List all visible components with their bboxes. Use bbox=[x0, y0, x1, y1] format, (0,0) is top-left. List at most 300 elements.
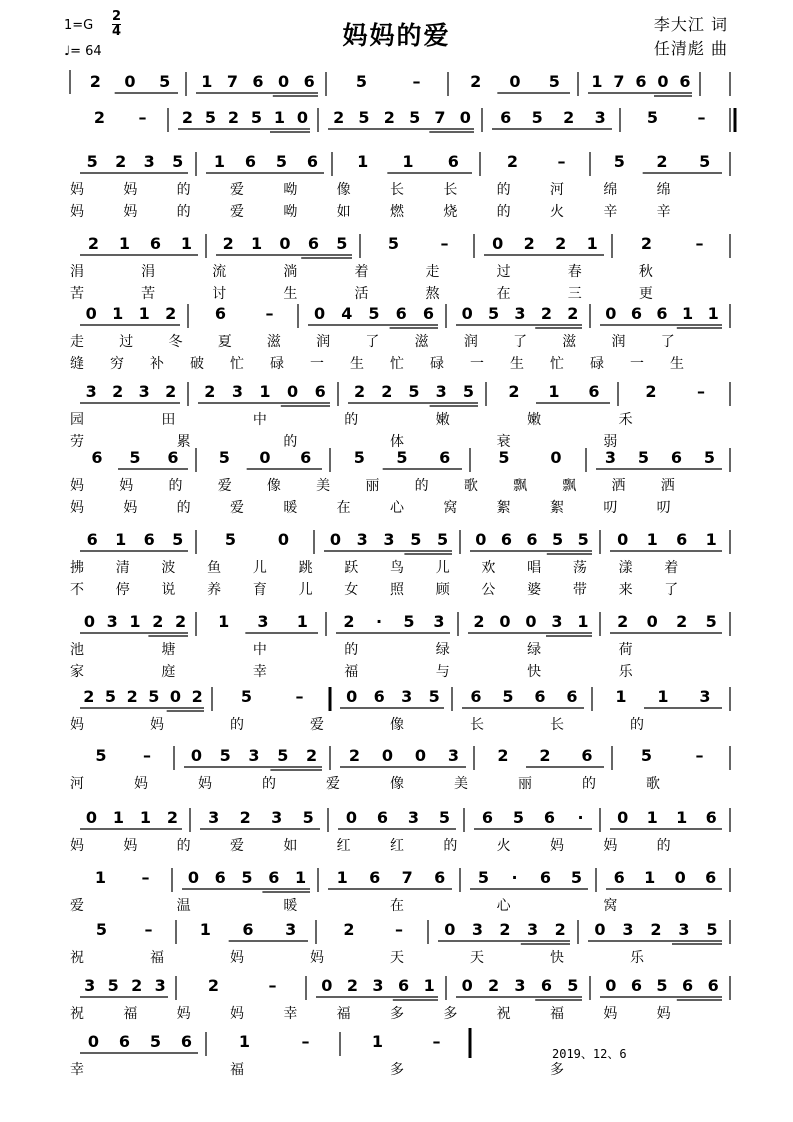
note: 2 bbox=[126, 687, 138, 706]
note: 3 bbox=[514, 304, 526, 323]
note: 3 bbox=[678, 920, 690, 939]
note: 5 bbox=[387, 234, 400, 253]
note: 2 bbox=[204, 382, 216, 401]
note: 6 bbox=[635, 72, 647, 91]
note: 0 bbox=[657, 72, 669, 91]
note: 2 bbox=[115, 152, 127, 171]
note: 0 bbox=[169, 687, 182, 706]
note: 6 bbox=[149, 234, 162, 253]
note: 1 bbox=[357, 152, 369, 171]
note: 7 bbox=[401, 868, 413, 887]
note: 5 bbox=[353, 448, 365, 467]
note: 1 bbox=[548, 382, 560, 401]
lyric-line: 妈妈的爱像长长的 bbox=[70, 717, 710, 733]
lyric-line: 妈妈的爱呦像长长的河绵绵 bbox=[70, 182, 710, 198]
note: 6 bbox=[167, 448, 179, 467]
note: 6 bbox=[314, 382, 326, 401]
note: 3 bbox=[699, 687, 711, 706]
note: 6 bbox=[676, 530, 688, 549]
note: 2 bbox=[539, 746, 551, 765]
note: 5 bbox=[355, 72, 368, 91]
note: 0 bbox=[124, 72, 136, 91]
note: 1 bbox=[646, 808, 658, 827]
note: 3 bbox=[433, 612, 445, 631]
note: 3 bbox=[604, 448, 617, 467]
note: 6 bbox=[656, 304, 668, 323]
date-stamp: 2019、12、6 bbox=[552, 1047, 627, 1061]
note: 5 bbox=[567, 976, 579, 995]
note: 5 bbox=[548, 72, 560, 91]
note: 5 bbox=[637, 448, 650, 467]
lyric-line: 走过冬夏滋润了滋润了滋润了 bbox=[70, 334, 710, 350]
note: 3 bbox=[447, 746, 460, 765]
note: 5 bbox=[570, 868, 583, 887]
note: 6 bbox=[682, 976, 694, 995]
key-signature: 1=G bbox=[64, 18, 94, 33]
note: 6 bbox=[526, 530, 538, 549]
note: 1 bbox=[259, 382, 271, 401]
note: 2 bbox=[540, 304, 552, 323]
note: 5 bbox=[577, 530, 589, 549]
note: 1 bbox=[199, 920, 211, 939]
note: 1 bbox=[336, 868, 348, 887]
note: – bbox=[432, 1032, 441, 1051]
note: 0 bbox=[259, 448, 271, 467]
note: · bbox=[511, 868, 518, 887]
lyric-line: 拂清波鱼儿跳跃鸟儿欢唱荡漾着 bbox=[70, 560, 710, 576]
note: 3 bbox=[285, 920, 297, 939]
note: 5 bbox=[358, 108, 370, 127]
note: 5 bbox=[705, 612, 717, 631]
note: 5 bbox=[437, 530, 449, 549]
note: 2 bbox=[166, 808, 179, 827]
lyric-line: 爱温暖在心窝 bbox=[70, 898, 710, 914]
note: 0 bbox=[314, 304, 326, 323]
note: 1 bbox=[591, 72, 603, 91]
note: 2 bbox=[676, 612, 688, 631]
note: 2 bbox=[227, 108, 240, 127]
note: 0 bbox=[499, 612, 511, 631]
note: 3 bbox=[622, 920, 634, 939]
note: 3 bbox=[106, 612, 118, 631]
note: 6 bbox=[303, 72, 315, 91]
note: – bbox=[268, 976, 277, 995]
note: 2 bbox=[306, 746, 318, 765]
note: 1 bbox=[129, 612, 141, 631]
note: 2 bbox=[640, 234, 653, 253]
note: 5 bbox=[477, 868, 490, 887]
note: 2 bbox=[346, 976, 358, 995]
note: 2 bbox=[554, 920, 566, 939]
note: 1 bbox=[577, 612, 589, 631]
note: 2 bbox=[112, 382, 124, 401]
note: 2 bbox=[175, 612, 187, 631]
note: 1 bbox=[251, 234, 263, 253]
note: 6 bbox=[252, 72, 264, 91]
note: 0 bbox=[190, 746, 202, 765]
note: 2 bbox=[488, 976, 500, 995]
note: 6 bbox=[306, 152, 319, 171]
note: 5 bbox=[104, 687, 117, 706]
note: 0 bbox=[461, 304, 473, 323]
note: 6 bbox=[434, 868, 446, 887]
note: 5 bbox=[149, 1032, 162, 1051]
note: 5 bbox=[498, 448, 510, 467]
note: 3 bbox=[84, 976, 96, 995]
note: 5 bbox=[502, 687, 514, 706]
note: 6 bbox=[613, 868, 625, 887]
note: 5 bbox=[172, 530, 184, 549]
note: 4 bbox=[341, 304, 353, 323]
note: 2 bbox=[165, 382, 177, 401]
note: 6 bbox=[244, 152, 257, 171]
composer-credit: 任清彪 曲 bbox=[653, 39, 728, 58]
note: 6 bbox=[214, 304, 227, 323]
note: 6 bbox=[679, 72, 691, 91]
note: 6 bbox=[707, 976, 719, 995]
note: 2 bbox=[508, 382, 520, 401]
note: 1 bbox=[139, 808, 152, 827]
note: 3 bbox=[407, 808, 420, 827]
lyric-line: 家庭幸福与快乐 bbox=[70, 664, 710, 680]
time-signature bbox=[112, 10, 121, 39]
note: 6 bbox=[422, 304, 434, 323]
lyric-line: 缝穷补破忙碌一生忙碌一生忙碌一生 bbox=[70, 356, 710, 372]
note: 2 bbox=[656, 152, 668, 171]
time-signature-top: 2 bbox=[112, 9, 122, 24]
note: 5 bbox=[148, 687, 160, 706]
note: 1 bbox=[586, 234, 598, 253]
lyric-line: 园田中的嫩嫩禾 bbox=[70, 412, 710, 428]
note: 0 bbox=[594, 920, 606, 939]
note: 7 bbox=[226, 72, 238, 91]
note: 6 bbox=[670, 448, 683, 467]
note: – bbox=[395, 920, 403, 939]
note: 5 bbox=[656, 976, 668, 995]
note: – bbox=[695, 746, 704, 765]
note: 2 bbox=[523, 234, 535, 253]
note: – bbox=[144, 920, 153, 939]
note: 0 bbox=[461, 976, 473, 995]
note: 1 bbox=[112, 808, 125, 827]
note: – bbox=[412, 72, 421, 91]
note: 3 bbox=[372, 976, 384, 995]
note: 6 bbox=[705, 808, 717, 827]
lyric-line: 不停说养育儿女照顾公婆带来了 bbox=[70, 582, 710, 598]
note: 2 bbox=[617, 612, 629, 631]
lyric-line: 妈妈的爱暖在心窝絮絮叨叨 bbox=[70, 500, 710, 516]
note: – bbox=[695, 234, 704, 253]
note: 0 bbox=[475, 530, 487, 549]
note: 1 bbox=[115, 530, 127, 549]
note: 1 bbox=[213, 152, 226, 171]
note: 6 bbox=[539, 868, 552, 887]
note: 1 bbox=[707, 304, 719, 323]
note: 0 bbox=[414, 746, 427, 765]
note: 1 bbox=[644, 868, 656, 887]
note: 5 bbox=[219, 746, 231, 765]
note: 3 bbox=[257, 612, 269, 631]
note: 6 bbox=[398, 976, 410, 995]
note: 3 bbox=[85, 382, 97, 401]
note: 2 bbox=[506, 152, 519, 171]
note: 2 bbox=[191, 687, 203, 706]
note: 2 bbox=[499, 920, 511, 939]
note: 1 bbox=[273, 108, 286, 127]
note: 6 bbox=[470, 687, 482, 706]
note: – bbox=[265, 304, 274, 323]
note: 6 bbox=[242, 920, 254, 939]
note: 0 bbox=[85, 304, 97, 323]
lyricist-credit: 李大江 词 bbox=[653, 15, 728, 34]
note: 5 bbox=[428, 687, 440, 706]
note: – bbox=[301, 1032, 310, 1051]
tempo-mark bbox=[64, 44, 102, 59]
lyric-line: 祝福妈妈幸福多多祝福妈妈 bbox=[70, 1006, 710, 1022]
note: 2 bbox=[381, 382, 393, 401]
note: 5 bbox=[218, 448, 230, 467]
note: 1 bbox=[371, 1032, 384, 1051]
note: 2 bbox=[563, 108, 575, 127]
note: 7 bbox=[613, 72, 625, 91]
note: 0 bbox=[83, 612, 95, 631]
note: 1 bbox=[615, 687, 627, 706]
note: 2 bbox=[152, 612, 164, 631]
note: 5 bbox=[512, 808, 525, 827]
note: 3 bbox=[514, 976, 526, 995]
note: 0 bbox=[646, 612, 658, 631]
note: – bbox=[557, 152, 566, 171]
note: 5 bbox=[462, 382, 474, 401]
note: 6 bbox=[439, 448, 451, 467]
note: – bbox=[143, 746, 151, 765]
note: 2 bbox=[645, 382, 657, 401]
note: 5 bbox=[95, 746, 107, 765]
note: 5 bbox=[275, 152, 288, 171]
note: 1 bbox=[295, 868, 307, 887]
note: 3 bbox=[383, 530, 395, 549]
note: 5 bbox=[302, 808, 314, 827]
note: 6 bbox=[540, 976, 552, 995]
note: 1 bbox=[218, 612, 230, 631]
note: 1 bbox=[676, 808, 688, 827]
note: 6 bbox=[588, 382, 600, 401]
note: 2 bbox=[89, 72, 101, 91]
note: 0 bbox=[509, 72, 521, 91]
note: 2 bbox=[650, 920, 662, 939]
note: 5 bbox=[640, 746, 653, 765]
note: 2 bbox=[93, 108, 106, 127]
note: 3 bbox=[231, 382, 243, 401]
note: 2 bbox=[207, 976, 220, 995]
note: 6 bbox=[268, 868, 280, 887]
note: 5 bbox=[240, 687, 253, 706]
note: 6 bbox=[373, 687, 385, 706]
note: 6 bbox=[307, 234, 319, 253]
lyric-line: 妈妈的爱像美丽的歌飘飘洒洒 bbox=[70, 478, 710, 494]
note: 3 bbox=[143, 152, 155, 171]
note: 0 bbox=[674, 868, 686, 887]
note: 6 bbox=[395, 304, 407, 323]
note: 6 bbox=[376, 808, 389, 827]
note: 3 bbox=[471, 920, 483, 939]
note: 2 bbox=[181, 108, 194, 127]
note: 5 bbox=[277, 746, 289, 765]
note: 3 bbox=[435, 382, 447, 401]
note: 0 bbox=[550, 448, 562, 467]
note: 6 bbox=[300, 448, 312, 467]
note: 5 bbox=[368, 304, 380, 323]
note: 6 bbox=[447, 152, 459, 171]
note: 2 bbox=[165, 304, 177, 323]
note: 2 bbox=[555, 234, 567, 253]
note: · bbox=[577, 808, 584, 827]
note: 1 bbox=[705, 530, 717, 549]
note: 5 bbox=[159, 72, 171, 91]
note: 0 bbox=[329, 530, 341, 549]
note: 1 bbox=[201, 72, 213, 91]
note: 1 bbox=[296, 612, 308, 631]
note: 5 bbox=[172, 152, 184, 171]
note: 2 bbox=[343, 920, 355, 939]
note: 1 bbox=[657, 687, 669, 706]
note: 0 bbox=[87, 1032, 100, 1051]
note: 5 bbox=[531, 108, 543, 127]
note: 0 bbox=[381, 746, 394, 765]
lyric-line: 池塘中的绿绿荷 bbox=[70, 642, 710, 658]
note: 2 bbox=[333, 108, 345, 127]
note: 5 bbox=[646, 108, 659, 127]
note: · bbox=[375, 612, 383, 631]
note: 6 bbox=[143, 530, 155, 549]
note: 6 bbox=[534, 687, 546, 706]
note: 0 bbox=[277, 530, 290, 549]
note: 2 bbox=[383, 108, 395, 127]
lyric-line: 劳累的体衰弱 bbox=[70, 434, 710, 450]
note: 5 bbox=[95, 920, 108, 939]
note: – bbox=[697, 108, 706, 127]
note: 5 bbox=[699, 152, 711, 171]
note: 0 bbox=[321, 976, 333, 995]
note: 5 bbox=[408, 382, 420, 401]
lyric-line: 苦苦讨生活熬在三更 bbox=[70, 286, 710, 302]
note: 3 bbox=[401, 687, 413, 706]
note: – bbox=[697, 382, 705, 401]
note: 3 bbox=[208, 808, 220, 827]
note: 5 bbox=[409, 108, 421, 127]
note: 1 bbox=[94, 868, 107, 887]
note: 3 bbox=[551, 612, 563, 631]
note: 3 bbox=[594, 108, 606, 127]
note: 7 bbox=[434, 108, 446, 127]
note: 5 bbox=[403, 612, 415, 631]
note: 5 bbox=[410, 530, 422, 549]
note: 6 bbox=[500, 108, 512, 127]
note: 5 bbox=[396, 448, 408, 467]
note: 2 bbox=[83, 687, 95, 706]
note: 6 bbox=[630, 976, 642, 995]
note: – bbox=[440, 234, 449, 253]
note: 0 bbox=[346, 687, 358, 706]
note: 5 bbox=[703, 448, 716, 467]
note: 2 bbox=[87, 234, 100, 253]
note: 2 bbox=[497, 746, 509, 765]
note: 0 bbox=[287, 382, 299, 401]
time-signature-bottom: 4 bbox=[112, 24, 122, 39]
note: 6 bbox=[566, 687, 578, 706]
note: 2 bbox=[473, 612, 485, 631]
note: 0 bbox=[617, 530, 629, 549]
song-title: 妈妈的爱 bbox=[342, 21, 451, 50]
note: 6 bbox=[91, 448, 103, 467]
note: – bbox=[138, 108, 147, 127]
note: 5 bbox=[241, 868, 253, 887]
note: 2 bbox=[222, 234, 234, 253]
note: 3 bbox=[271, 808, 283, 827]
note: 5 bbox=[336, 234, 348, 253]
note: 0 bbox=[492, 234, 504, 253]
note: 5 bbox=[552, 530, 564, 549]
lyric-line: 幸福多多 bbox=[70, 1062, 710, 1078]
note: 5 bbox=[224, 530, 237, 549]
note: 2 bbox=[239, 808, 251, 827]
note: 5 bbox=[86, 152, 98, 171]
note: 6 bbox=[180, 1032, 193, 1051]
note: 5 bbox=[706, 920, 718, 939]
note: 1 bbox=[402, 152, 414, 171]
note: 5 bbox=[107, 976, 119, 995]
note: 0 bbox=[345, 808, 358, 827]
note: 6 bbox=[581, 746, 593, 765]
note: 0 bbox=[444, 920, 456, 939]
note: 0 bbox=[187, 868, 199, 887]
note: 5 bbox=[488, 304, 500, 323]
quarter-note-icon: ♩ bbox=[64, 44, 71, 59]
note: 1 bbox=[138, 304, 150, 323]
note: 0 bbox=[525, 612, 537, 631]
note: 5 bbox=[204, 108, 217, 127]
note: 0 bbox=[279, 234, 291, 253]
note: 0 bbox=[617, 808, 629, 827]
note: 6 bbox=[630, 304, 642, 323]
note: 1 bbox=[112, 304, 124, 323]
note: 1 bbox=[423, 976, 435, 995]
lyric-line: 妈妈的爱呦如燃烧的火辛辛 bbox=[70, 204, 710, 220]
note: 1 bbox=[118, 234, 131, 253]
note: 6 bbox=[500, 530, 512, 549]
note: 5 bbox=[438, 808, 451, 827]
note: 2 bbox=[354, 382, 366, 401]
note: 1 bbox=[180, 234, 193, 253]
note: 0 bbox=[278, 72, 290, 91]
tempo-value: = 64 bbox=[70, 44, 102, 59]
note: 1 bbox=[646, 530, 658, 549]
note: 0 bbox=[459, 108, 471, 127]
note: 6 bbox=[369, 868, 381, 887]
note: – bbox=[295, 687, 304, 706]
note: 5 bbox=[250, 108, 263, 127]
note: 6 bbox=[543, 808, 556, 827]
note: 3 bbox=[248, 746, 260, 765]
note: 2 bbox=[131, 976, 143, 995]
lyric-line: 祝福妈妈天天快乐 bbox=[70, 950, 710, 966]
note: 6 bbox=[86, 530, 98, 549]
note: 0 bbox=[296, 108, 309, 127]
lyric-line: 涓涓流淌着走过春秋 bbox=[70, 264, 710, 280]
note: 2 bbox=[343, 612, 355, 631]
note: 5 bbox=[613, 152, 625, 171]
note: 6 bbox=[214, 868, 226, 887]
